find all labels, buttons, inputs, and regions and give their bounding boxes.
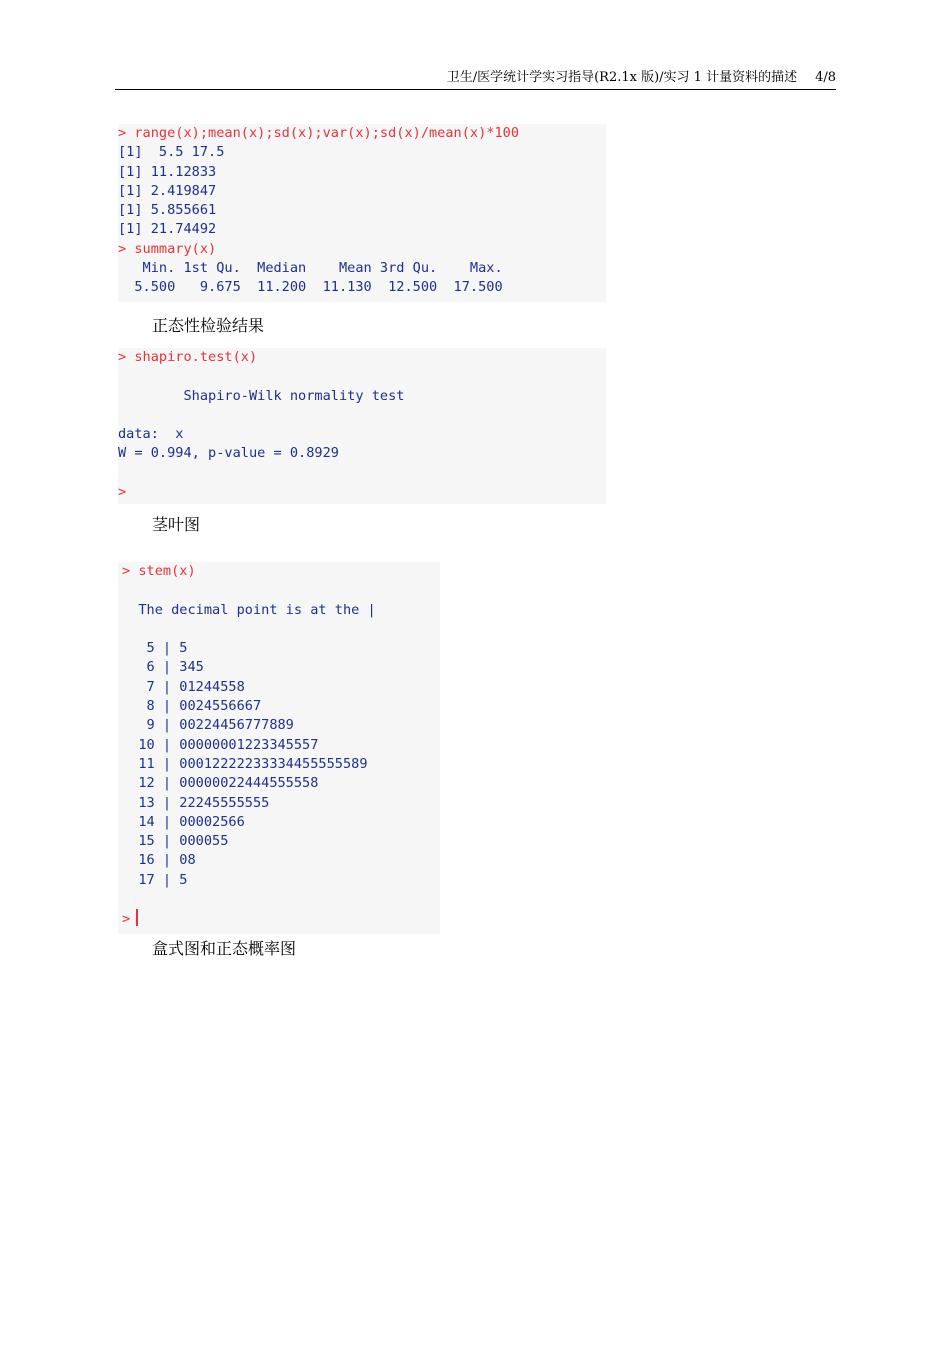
console-output-line: 16 | 08 [122,852,196,869]
console-output-line: 14 | 00002566 [122,813,245,830]
console-output-line: [1] 21.74492 [118,221,217,238]
console-command-line: > stem(x) [122,563,196,579]
console-output-line: 12 | 00000022444555558 [122,775,319,792]
console-output-line: 5 | 5 [122,640,188,657]
console-output-line: The decimal point is at the | [122,601,376,618]
console-output-line: Min. 1st Qu. Median Mean 3rd Qu. Max. [118,260,503,277]
console-blank-line [122,581,440,600]
prompt-symbol: > [122,911,131,928]
console-output-line: 8 | 0024556667 [122,698,262,715]
console-output-line: 5.500 9.675 11.200 11.130 12.500 17.500 [118,279,503,296]
console-prompt-line [122,909,440,928]
console-output-line: Shapiro-Wilk normality test [118,387,405,404]
console-output-line: 9 | 00224456777889 [122,717,294,734]
console-output-line: 15 | 000055 [122,833,229,850]
console-output-line: data: x [118,426,184,443]
console-command-line: > summary(x) [118,240,217,257]
r-console-shapiro-test-output [118,348,606,504]
console-output-line: [1] 11.12833 [118,163,217,180]
text-cursor-icon [136,909,138,926]
caption-normality-test: 正态性检验结果 [152,316,265,335]
console-blank-line [118,367,606,386]
console-command-line: > [118,484,127,501]
console-blank-line [118,406,606,425]
page-header [115,68,836,90]
console-blank-line [122,620,440,639]
caption-boxplot-qq: 盒式图和正态概率图 [152,939,297,958]
console-command-line: > shapiro.test(x) [118,349,258,365]
console-blank-line [118,464,606,483]
console-output-line: 13 | 22245555555 [122,794,270,811]
caption-stem-leaf: 茎叶图 [152,515,201,534]
r-console-stem-output [118,562,440,934]
console-output-line: [1] 2.419847 [118,182,217,199]
page-number: 4/8 [815,70,836,85]
console-output-line: [1] 5.5 17.5 [118,144,225,161]
console-output-line: 7 | 01244558 [122,678,245,695]
console-output-line: 17 | 5 [122,871,188,888]
console-output-line: W = 0.994, p-value = 0.8929 [118,445,339,462]
console-output-line: [1] 5.855661 [118,202,217,219]
header-title: 卫生/医学统计学实习指导(R2.1x 版)/实习 1 计量资料的描述 [446,70,798,85]
r-console-summary-output [118,124,606,302]
console-output-line: 10 | 00000001223345557 [122,736,319,753]
console-output-line: 11 | 00012222233334455555589 [122,755,368,772]
console-output-line: 6 | 345 [122,659,204,676]
console-command-line: > range(x);mean(x);sd(x);var(x);sd(x)/mean(x)*100 [118,125,520,141]
console-blank-line [122,890,440,909]
